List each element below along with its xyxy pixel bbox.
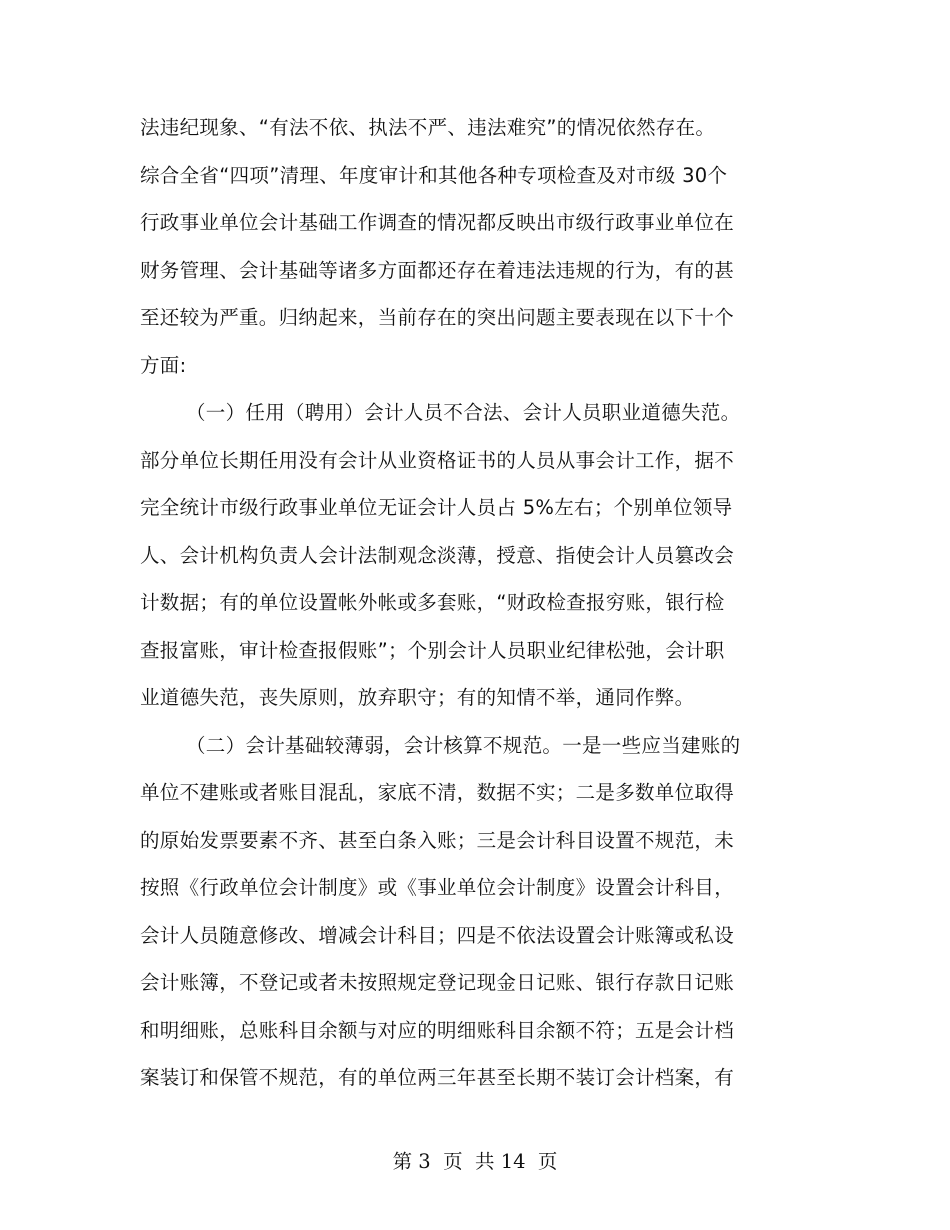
body-line-10: 人、会计机构负责人会计法制观念淡薄，授意、指使会计人员篡改会 (140, 544, 735, 567)
body-line-5: 至还较为严重。归纳起来，当前存在的突出问题主要表现在以下十个 (140, 306, 735, 329)
body-line-6: 方面: (140, 354, 187, 377)
body-line-9: 完全统计市级行政事业单位无证会计人员占 5%左右；个别单位领导 (140, 496, 733, 519)
body-line-19: 会计账簿，不登记或者未按照规定登记现金日记账、银行存款日记账 (140, 971, 735, 994)
body-line-18: 会计人员随意修改、增减会计科目；四是不依法设置会计账簿或私设 (140, 924, 735, 947)
body-line-1: 法违纪现象、“有法不依、执法不严、违法难究”的情况依然存在。 (140, 116, 716, 139)
body-line-11: 计数据；有的单位设置帐外帐或多套账，“财政检查报穷账，银行检 (140, 591, 725, 614)
body-line-16: 的原始发票要素不齐、甚至白条入账；三是会计科目设置不规范，未 (140, 829, 735, 852)
page-number-footer: 第 3 页 共 14 页 (392, 1150, 558, 1173)
section-heading-2: （二）会计基础较薄弱，会计核算不规范。一是一些应当建账的 (186, 734, 741, 757)
section-heading-1: （一）任用（聘用）会计人员不合法、会计人员职业道德失范。 (186, 401, 741, 424)
body-line-21: 案装订和保管不规范，有的单位两三年甚至长期不装订会计档案，有 (140, 1066, 735, 1089)
body-line-20: 和明细账，总账科目余额与对应的明细账科目余额不符；五是会计档 (140, 1019, 735, 1042)
body-line-2: 综合全省“四项”清理、年度审计和其他各种专项检查及对市级 30个 (140, 164, 728, 187)
body-line-15: 单位不建账或者账目混乱，家底不清，数据不实；二是多数单位取得 (140, 781, 735, 804)
body-line-17: 按照《行政单位会计制度》或《事业单位会计制度》设置会计科目， (140, 876, 735, 899)
body-line-8: 部分单位长期任用没有会计从业资格证书的人员从事会计工作，据不 (140, 449, 735, 472)
body-line-4: 财务管理、会计基础等诸多方面都还存在着违法违规的行为，有的甚 (140, 259, 735, 282)
body-line-12: 查报富账，审计检查报假账”；个别会计人员职业纪律松弛，会计职 (140, 639, 725, 662)
body-line-3: 行政事业单位会计基础工作调查的情况都反映出市级行政事业单位在 (140, 211, 735, 234)
body-line-13: 业道德失范，丧失原则，放弃职守；有的知情不举，通同作弊。 (140, 686, 695, 709)
